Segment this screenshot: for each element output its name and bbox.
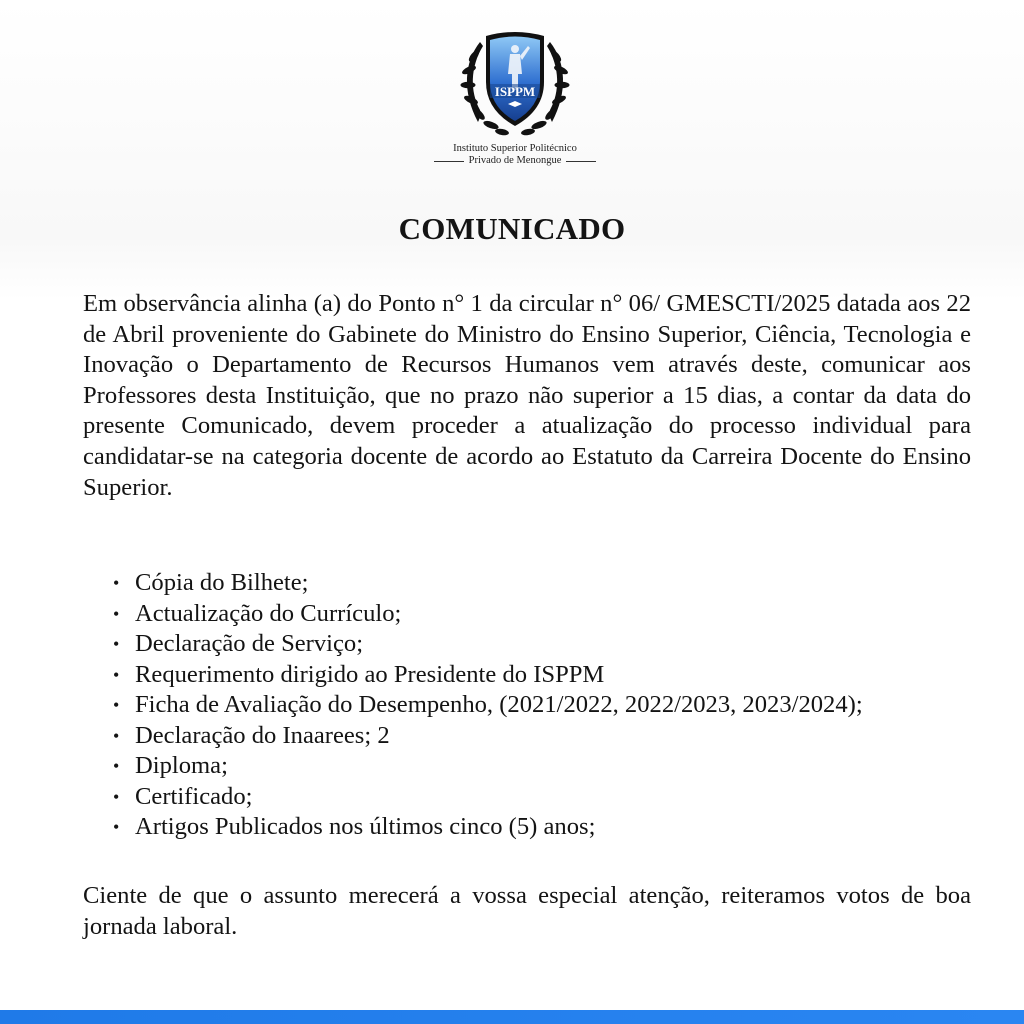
list-item	[83, 812, 983, 843]
caption-rule-right	[566, 161, 596, 162]
list-item	[83, 629, 983, 660]
list-item	[83, 721, 983, 752]
bullet-icon: •	[113, 573, 120, 593]
closing-paragraph: Ciente de que o assunto merecerá a vossa especial atenção, reiteramos votos de boa jornada laboral.	[83, 882, 971, 940]
bullet-icon: •	[113, 634, 120, 654]
list-item	[83, 599, 983, 630]
list-item	[83, 782, 983, 813]
list-item	[83, 751, 983, 782]
required-documents-list	[83, 568, 983, 843]
logo-caption-line2: Privado de Menongue	[468, 155, 562, 166]
bullet-icon: •	[113, 725, 120, 746]
bullet-icon: •	[113, 817, 120, 837]
logo-caption-line1: Instituto Superior Politécnico	[453, 143, 577, 154]
svg-text:ISPPM: ISPPM	[494, 84, 536, 99]
list-item-text: Actualização do Currículo;	[135, 599, 402, 627]
list-item-text: Requerimento dirigido ao Presidente do ISPPM	[135, 660, 605, 688]
bullet-icon: •	[113, 695, 120, 715]
list-item-text: Declaração do Inaarees; 2	[135, 721, 390, 749]
logo-caption	[430, 143, 600, 167]
bullet-icon: •	[113, 664, 120, 685]
list-item-text: Cópia do Bilhete;	[135, 569, 309, 596]
document-title: COMUNICADO	[398, 211, 626, 246]
institution-logo	[430, 22, 600, 167]
isppm-emblem-icon	[450, 22, 580, 142]
list-item-text: Ficha de Avaliação do Desempenho, (2021/2022, 2022/2023, 2023/2024);	[135, 691, 863, 718]
list-item-text: Certificado;	[135, 782, 253, 810]
bullet-icon: •	[113, 756, 120, 776]
bullet-icon: •	[113, 603, 120, 624]
list-item-text: Declaração de Serviço;	[135, 630, 364, 657]
logo-caption-line2-row	[430, 155, 600, 167]
list-item	[83, 568, 983, 599]
list-item	[83, 690, 983, 721]
list-item-text: Diploma;	[135, 752, 228, 779]
intro-paragraph: Em observância alinha (a) do Ponto n° 1 da circular n° 06/ GMESCTI/2025 datada aos 22 de Abril proveniente do Gabinete do Ministro do Ensino Superior, Ciência, Tecnologia e Inovação o Departamento de Recursos Humanos vem através deste, comunicar aos Professores desta Instituição, que no prazo não superior a 15 dias, a contar da data do presente Comunicado, devem proceder a atualização do processo individual para candidatar-se na categoria docente de acordo ao Estatuto da Carreira Docente do Ensino Superior.	[83, 290, 971, 501]
list-item-text: Artigos Publicados nos últimos cinco (5) anos;	[135, 813, 596, 840]
bullet-icon: •	[113, 786, 120, 807]
caption-rule-left	[434, 161, 464, 162]
list-item	[83, 660, 983, 691]
bottom-accent-bar	[0, 1010, 1024, 1024]
